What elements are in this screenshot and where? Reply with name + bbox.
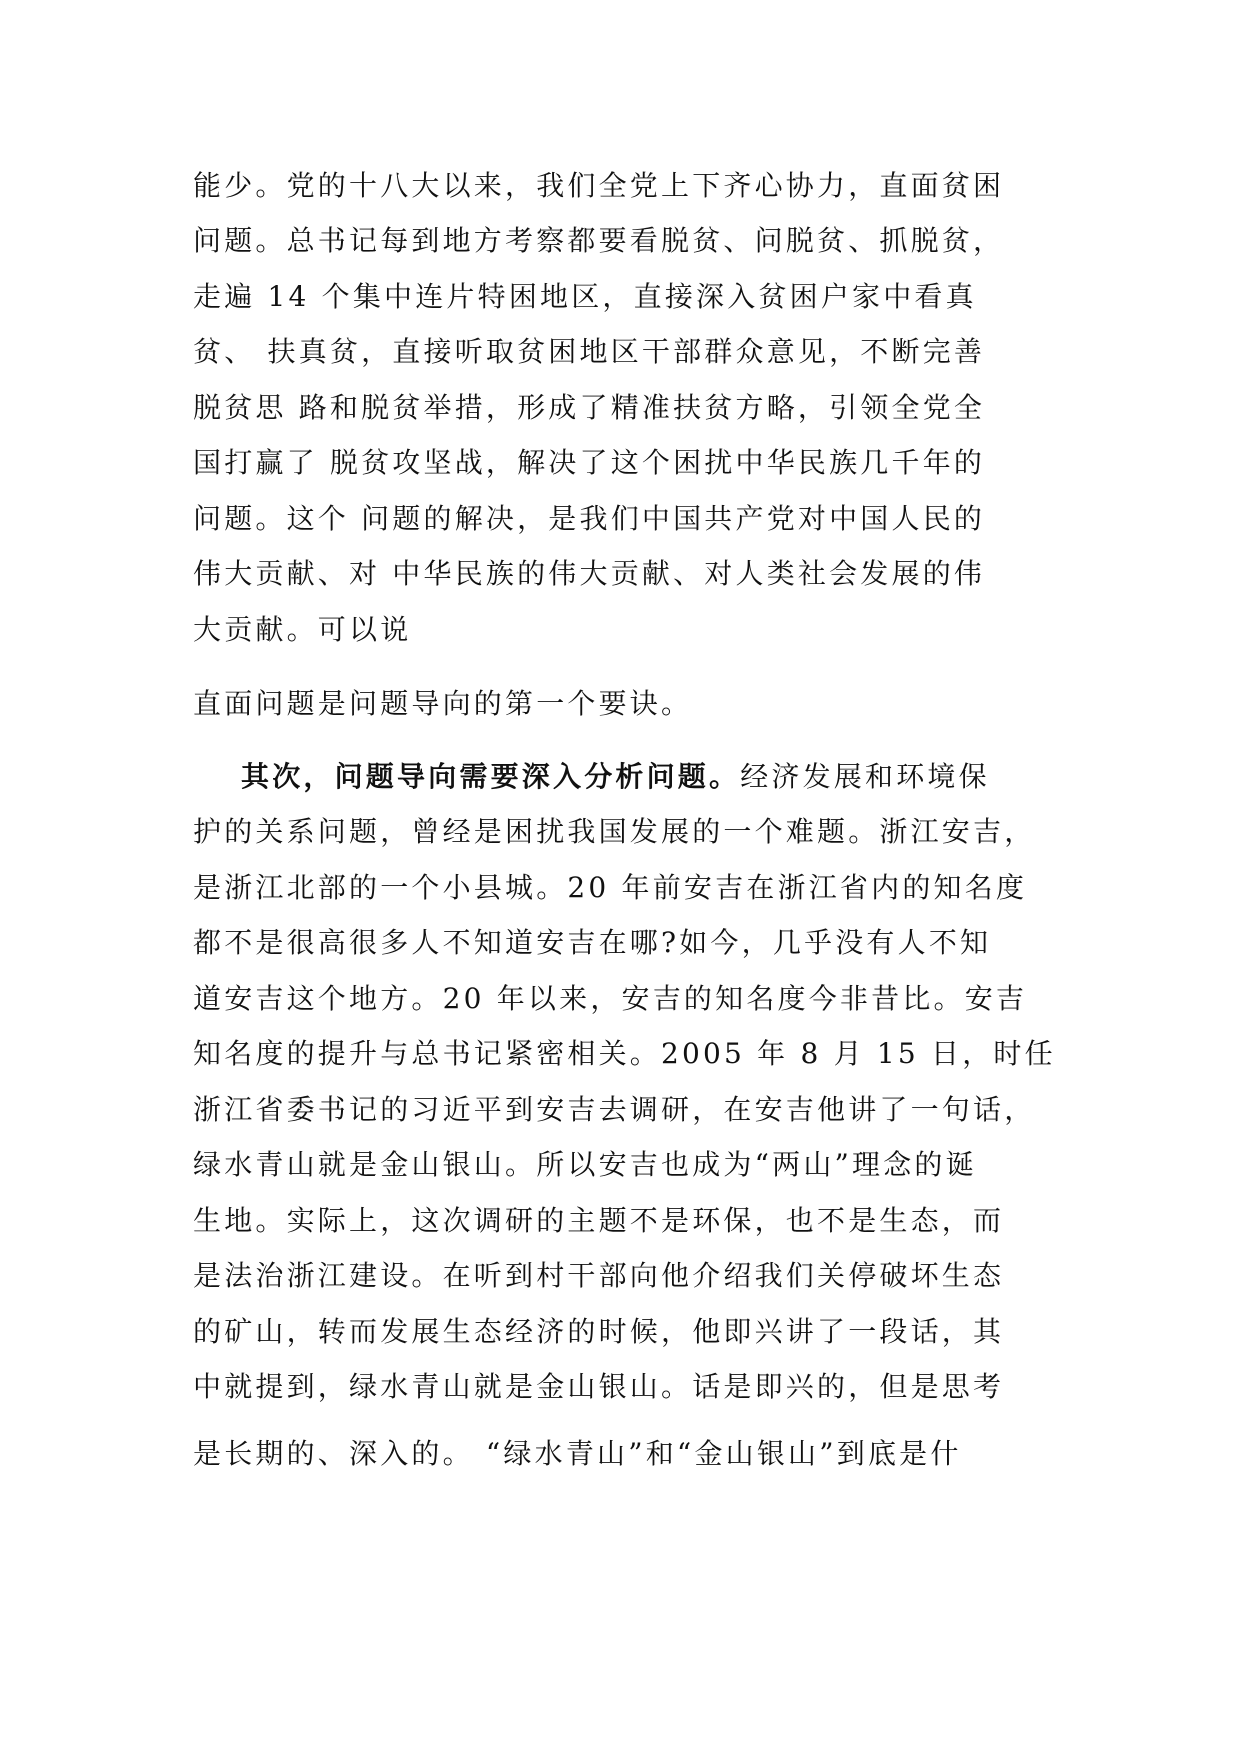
paragraph-3-line-4: 都不是很高很多人不知道安吉在哪?如今，几乎没有人不知 <box>193 926 992 959</box>
paragraph-3-line-9: 生地。实际上，这次调研的主题不是环保，也不是生态，而 <box>193 1204 1005 1237</box>
paragraph-1-line-7: 问题。这个 问题的解决，是我们中国共产党对中国人民的 <box>193 502 986 535</box>
paragraph-3-line-2: 护的关系问题，曾经是困扰我国发展的一个难题。浙江安吉， <box>193 815 1036 848</box>
paragraph-1-line-2: 问题。总书记每到地方考察都要看脱贫、问脱贫、抓脱贫， <box>193 224 1005 257</box>
paragraph-3-line-5: 道安吉这个地方。20 年以来，安吉的知名度今非昔比。安吉 <box>193 982 1028 1015</box>
paragraph-1-line-1: 能少。党的十八大以来，我们全党上下齐心协力，直面贫困 <box>193 169 1005 202</box>
paragraph-3-lead-bold: 其次，问题导向需要深入分析问题。 <box>241 760 741 793</box>
paragraph-1-line-4: 贫、 扶真贫，直接听取贫困地区干部群众意见，不断完善 <box>193 335 986 368</box>
paragraph-3-line-8: 绿水青山就是金山银山。所以安吉也成为“两山”理念的诞 <box>193 1148 977 1181</box>
paragraph-3-line-3: 是浙江北部的一个小县城。20 年前安吉在浙江省内的知名度 <box>193 871 1028 904</box>
paragraph-3-line-12: 中就提到，绿水青山就是金山银山。话是即兴的，但是思考 <box>193 1370 1005 1403</box>
paragraph-1-line-5: 脱贫思 路和脱贫举措，形成了精准扶贫方略，引领全党全 <box>193 391 986 424</box>
paragraph-1-line-9: 大贡献。可以说 <box>193 613 412 646</box>
paragraph-2-line-1: 直面问题是问题导向的第一个要诀。 <box>193 687 693 720</box>
paragraph-3-line-7: 浙江省委书记的习近平到安吉去调研，在安吉他讲了一句话， <box>193 1093 1036 1126</box>
paragraph-1-line-8: 伟大贡献、对 中华民族的伟大贡献、对人类社会发展的伟 <box>193 557 986 590</box>
paragraph-3-line-10: 是法治浙江建设。在听到村干部向他介绍我们关停破坏生态 <box>193 1259 1005 1292</box>
paragraph-3-lead-rest: 经济发展和环境保 <box>740 760 990 793</box>
paragraph-3-line-1 <box>241 757 990 797</box>
paragraph-3-line-11: 的矿山，转而发展生态经济的时候，他即兴讲了一段话，其 <box>193 1315 1005 1348</box>
paragraph-3-line-6: 知名度的提升与总书记紧密相关。2005 年 8 月 15 日，时任 <box>193 1037 1056 1070</box>
paragraph-1-line-6: 国打赢了 脱贫攻坚战，解决了这个困扰中华民族几千年的 <box>193 446 986 479</box>
paragraph-3-line-13: 是长期的、深入的。 “绿水青山”和“金山银山”到底是什 <box>193 1437 962 1470</box>
paragraph-1-line-3: 走遍 14 个集中连片特困地区，直接深入贫困户家中看真 <box>193 280 977 313</box>
